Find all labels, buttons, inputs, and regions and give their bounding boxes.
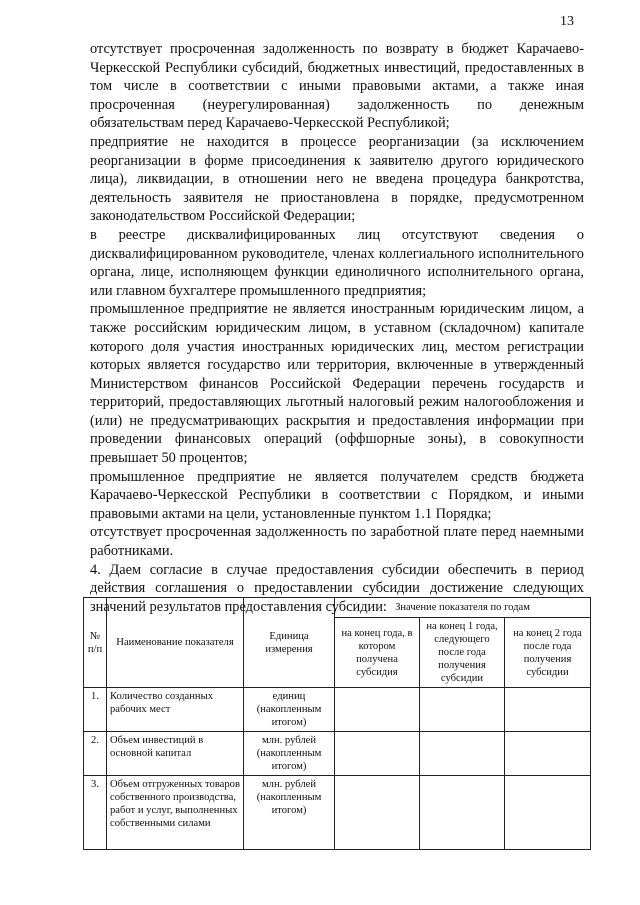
- header-name: Наименование показателя: [107, 598, 244, 688]
- row-num: 3.: [84, 776, 107, 850]
- row-year-0: [335, 732, 420, 776]
- header-year-1: на конец 1 года, следующего после года получения субсидии: [420, 618, 505, 688]
- header-unit: Единица измерения: [244, 598, 335, 688]
- table-row: [84, 732, 591, 776]
- row-year-2: [505, 732, 591, 776]
- row-year-2: [505, 776, 591, 850]
- table-row: [84, 776, 591, 850]
- row-name: Объем инвестиций в основной капитал: [107, 732, 244, 776]
- header-num: № п/п: [84, 598, 107, 688]
- paragraph: предприятие не находится в процессе реорганизации (за исключением реорганизации в форме присоединения к заявителю другого юридического лица), ликвидации, в отношении него не введена процедура банкротства, деятельность заявителя не приостановлена в порядке, предусмотренном законодательством Российской Федерации;: [90, 133, 584, 225]
- paragraph: промышленное предприятие не является иностранным юридическим лицом, а также российским юридическим лицом, в уставном (складочном) капитале которого доля участия иностранных юридических лиц, местом регистрации которых является государство или территория, включенные в утвержденный Министерством финансов Российской Федерации перечень государств и территорий, предоставляющих льготный налоговый режим налогообложения и (или) не предусматривающих раскрытия и предоставления информации при проведении финансовых операций (оффшорные зоны), в совокупности превышает 50 процентов;: [90, 301, 584, 467]
- row-unit: единиц (накопленным итогом): [244, 688, 335, 732]
- paragraph: отсутствует просроченная задолженность по возврату в бюджет Карачаево-Черкесской Республики субсидий, бюджетных инвестиций, предоставленных в том числе в соответствии с иными правовыми актами, а также иная просроченная (неурегулированная) задолженность по денежным обязательствам перед Карачаево-Черкесской Республикой;: [90, 41, 584, 132]
- row-year-1: [420, 776, 505, 850]
- row-num: 1.: [84, 688, 107, 732]
- header-values-group: Значение показателя по годам: [335, 598, 591, 618]
- paragraph: отсутствует просроченная задолженность по заработной плате перед наемными работниками.: [90, 524, 584, 560]
- header-year-2: на конец 2 года после года получения субсидии: [505, 618, 591, 688]
- row-year-2: [505, 688, 591, 732]
- row-year-0: [335, 776, 420, 850]
- row-year-0: [335, 688, 420, 732]
- paragraph: промышленное предприятие не является получателем средств бюджета Карачаево-Черкесской Республики в соответствии с Порядком, и иными правовыми актами на цели, установленные пунктом 1.1 Порядка;: [90, 468, 584, 522]
- indicators-table: [83, 597, 591, 850]
- page-number: 13: [560, 14, 574, 29]
- table-row: [84, 688, 591, 732]
- body-text: [90, 40, 584, 616]
- header-year-0: на конец года, в котором получена субсидия: [335, 618, 420, 688]
- paragraph: в реестре дисквалифицированных лиц отсутствуют сведения о дисквалифицированном руководителе, членах коллегиального исполнительного органа, лице, исполняющем функции единоличного исполнительного органа, или главном бухгалтере промышленного предприятия;: [90, 226, 584, 299]
- row-year-1: [420, 688, 505, 732]
- row-name: Количество созданных рабочих мест: [107, 688, 244, 732]
- row-num: 2.: [84, 732, 107, 776]
- row-name: Объем отгруженных товаров собственного производства, работ и услуг, выполненных собственными силами: [107, 776, 244, 850]
- row-unit: млн. рублей (накопленным итогом): [244, 732, 335, 776]
- paragraph: 4. Даем согласие в случае предоставления субсидии обеспечить в период действия соглашения о предоставлении субсидии достижение следующих значений результатов предоставления субсидии:: [90, 561, 584, 615]
- row-unit: млн. рублей (накопленным итогом): [244, 776, 335, 850]
- row-year-1: [420, 732, 505, 776]
